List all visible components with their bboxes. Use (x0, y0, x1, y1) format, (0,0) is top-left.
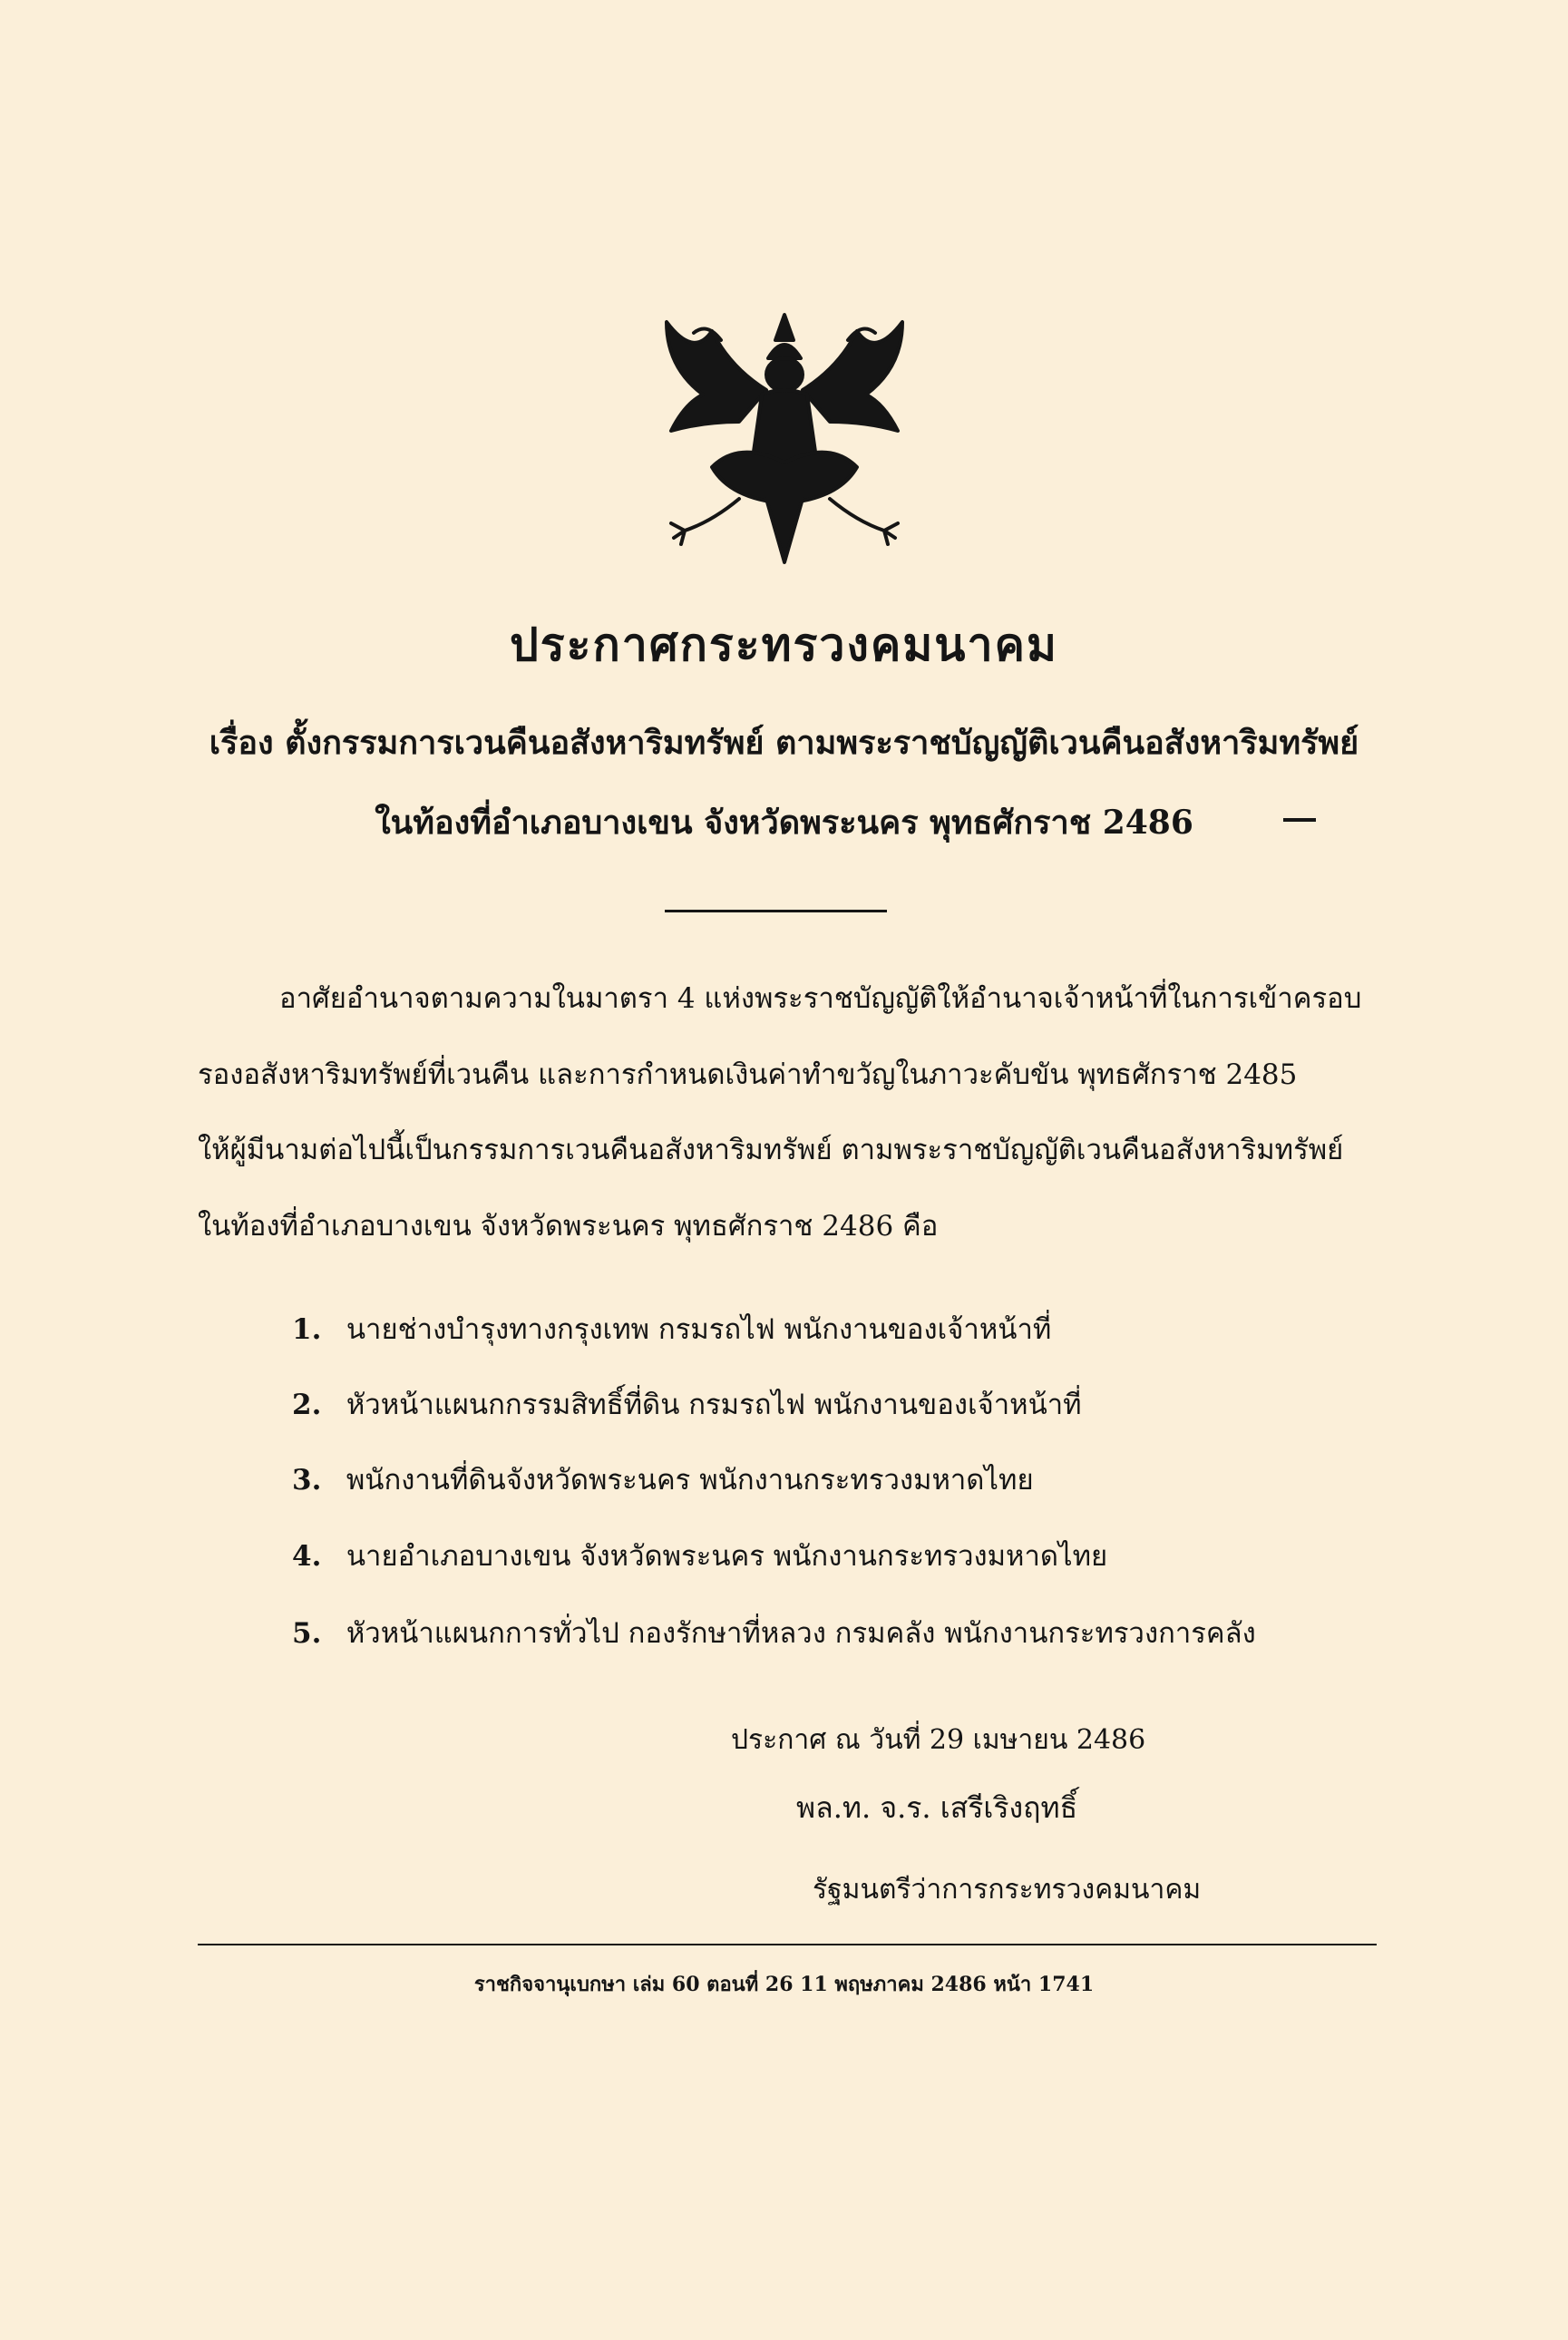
body-line-3: ให้ผู้มีนามต่อไปนี้เป็นกรรมการเวนคืนอสังหาริมทรัพย์ ตามพระราชบัญญัติเวนคืนอสังหาริมทรัพย์ (198, 1134, 1344, 1166)
committee-item (292, 1381, 1082, 1427)
committee-item-number: 4. (292, 1540, 322, 1573)
body-line-1: อาศัยอำนาจตามความในมาตรา 4 แห่งพระราชบัญญัติให้อำนาจเจ้าหน้าที่ในการเข้าครอบ (279, 982, 1362, 1015)
committee-item-number: 1. (292, 1313, 322, 1346)
committee-item-number: 3. (292, 1464, 322, 1497)
committee-item-text: นายอำเภอบางเขน จังหวัดพระนคร พนักงานกระทรวงมหาดไทย (346, 1540, 1108, 1573)
committee-item-text: นายช่างบำรุงทางกรุงเทพ กรมรถไฟ พนักงานของเจ้าหน้าที่ (346, 1313, 1052, 1346)
committee-item-text: หัวหน้าแผนกกรรมสิทธิ์ที่ดิน กรมรถไฟ พนักงานของเจ้าหน้าที่ (346, 1389, 1082, 1421)
proclamation-title: ประกาศกระทรวงคมนาคม (510, 618, 1058, 671)
proclamation-date: ประกาศ ณ วันที่ 29 เมษายน 2486 (731, 1724, 1146, 1756)
footer-divider (198, 1944, 1377, 1945)
signatory-title: รัฐมนตรีว่าการกระทรวงคมนาคม (813, 1874, 1202, 1906)
committee-item-text: พนักงานที่ดินจังหวัดพระนคร พนักงานกระทรวงมหาดไทย (346, 1464, 1034, 1497)
garuda-emblem-icon (630, 304, 939, 576)
committee-item-number: 2. (292, 1389, 322, 1421)
committee-item (292, 1306, 1051, 1351)
committee-item-number: 5. (292, 1617, 322, 1650)
signatory-name: พล.ท. จ.ร. เสรีเริงฤทธิ์ (796, 1790, 1078, 1825)
subject-line-1: เรื่อง ตั้งกรรมการเวนคืนอสังหาริมทรัพย์ ตามพระราชบัญญัติเวนคืนอสังหาริมทรัพย์ (209, 724, 1359, 762)
body-line-2: รองอสังหาริมทรัพย์ที่เวนคืน และการกำหนดเงินค่าทำขวัญในภาวะคับขัน พุทธศักราช 2485 (198, 1058, 1298, 1091)
committee-item (292, 1457, 1034, 1502)
committee-item (292, 1533, 1107, 1578)
subject-dash (1283, 818, 1316, 822)
committee-item-text: หัวหน้าแผนกการทั่วไป กองรักษาที่หลวง กรมคลัง พนักงานกระทรวงการคลัง (346, 1617, 1256, 1650)
body-line-4: ในท้องที่อำเภอบางเขน จังหวัดพระนคร พุทธศักราช 2486 คือ (198, 1210, 939, 1243)
committee-item (292, 1610, 1256, 1655)
gazette-reference: ราชกิจจานุเบกษา เล่ม 60 ตอนที่ 26 11 พฤษภาคม 2486 หน้า 1741 (473, 1973, 1095, 1996)
subject-line-2: ในท้องที่อำเภอบางเขน จังหวัดพระนคร พุทธศักราช 2486 (375, 804, 1193, 842)
title-divider (665, 910, 887, 912)
